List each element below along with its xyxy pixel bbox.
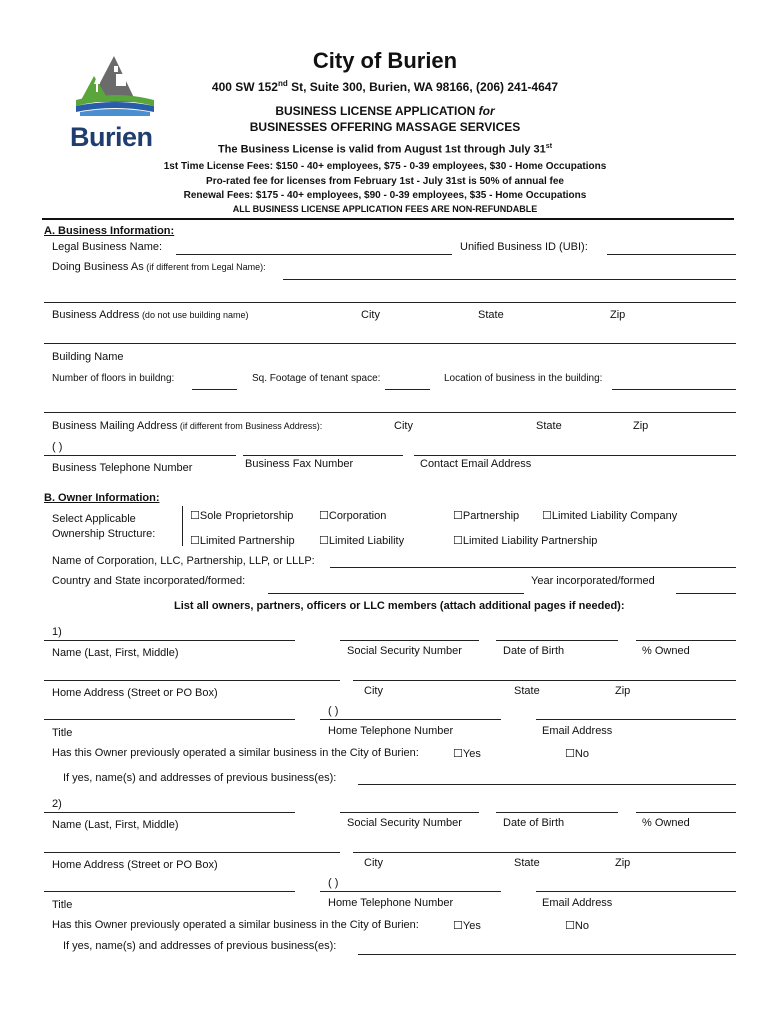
business-state-label: State xyxy=(478,309,504,321)
owner-email-label: Email Address xyxy=(542,897,613,909)
llc-option[interactable]: ☐ Limited Liability Company xyxy=(542,509,677,522)
no-checkbox[interactable] xyxy=(565,920,575,932)
owner-csz-field[interactable] xyxy=(353,852,736,853)
owner-ifyes-field[interactable] xyxy=(358,954,736,955)
mailing-city-label: City xyxy=(394,420,413,432)
owner-title-field[interactable] xyxy=(44,891,295,892)
owner-ssn-label: Social Security Number xyxy=(347,645,462,657)
owner-dob-field[interactable] xyxy=(496,640,618,641)
owner-city-label: City xyxy=(364,685,383,697)
floors-label: Number of floors in buildng: xyxy=(52,373,175,384)
business-zip-label: Zip xyxy=(610,309,626,321)
year-label: Year incorporated/formed xyxy=(531,575,655,587)
legal-name-field[interactable] xyxy=(176,254,452,255)
country-state-field[interactable] xyxy=(268,593,524,594)
owner-area-code: ( ) xyxy=(328,705,339,717)
mailing-address-label: Business Mailing Address (if different from Business Address): xyxy=(52,420,323,432)
fees-prorated: Pro-rated fee for licenses from February 1st - July 31st is 50% of annual fee xyxy=(206,176,564,187)
owner-title-label: Title xyxy=(52,727,73,739)
ownership-bracket xyxy=(182,506,183,546)
owner-ssn-label: Social Security Number xyxy=(347,817,462,829)
owner-number: 2) xyxy=(52,798,62,810)
business-address-field[interactable] xyxy=(44,343,736,344)
header-divider xyxy=(42,218,734,220)
corp-name-label: Name of Corporation, LLC, Partnership, LLP, or LLLP: xyxy=(52,555,315,567)
city-address: 400 SW 152nd St, Suite 300, Burien, WA 98166, (206) 241-4647 xyxy=(211,79,559,94)
owner-yes-option[interactable]: ☐ Yes xyxy=(453,919,481,932)
owner-owned-label: % Owned xyxy=(642,817,690,829)
owner-email-field[interactable] xyxy=(536,891,736,892)
location-field[interactable] xyxy=(612,389,736,390)
select-label-2: Ownership Structure: xyxy=(52,528,156,540)
owner-zip-label: Zip xyxy=(615,857,631,869)
phone-area-code: ( ) xyxy=(52,441,63,453)
phone-field[interactable] xyxy=(44,455,236,456)
owner-zip-label: Zip xyxy=(615,685,631,697)
business-address-label: Business Address (do not use building name) xyxy=(52,309,249,321)
owner-phone-label: Home Telephone Number xyxy=(328,897,454,909)
limited-liability-option[interactable]: ☐ Limited Liability xyxy=(319,534,404,547)
owner-email-field[interactable] xyxy=(536,719,736,720)
owner-dob-field[interactable] xyxy=(496,812,618,813)
owner-ifyes-field[interactable] xyxy=(358,784,736,785)
business-city-label: City xyxy=(361,309,380,321)
owner-no-option[interactable]: ☐ No xyxy=(565,747,589,760)
llc-checkbox[interactable] xyxy=(542,510,552,522)
fax-field[interactable] xyxy=(243,455,403,456)
owner-home-field[interactable] xyxy=(44,680,340,681)
owner-prev-question: Has this Owner previously operated a similar business in the City of Burien: xyxy=(52,919,419,931)
ubi-field[interactable] xyxy=(607,254,736,255)
sqft-label: Sq. Footage of tenant space: xyxy=(252,373,381,384)
owner-ifyes-label: If yes, name(s) and addresses of previous business(es): xyxy=(63,940,337,952)
fees-first-time: 1st Time License Fees: $150 - 40+ employees, $75 - 0-39 employees, $30 - Home Occupations xyxy=(163,161,607,172)
owner-phone-field[interactable] xyxy=(320,719,501,720)
city-title: City of Burien xyxy=(312,48,458,73)
ll-checkbox[interactable] xyxy=(319,535,329,547)
owner-phone-field[interactable] xyxy=(320,891,501,892)
floors-field[interactable] xyxy=(192,389,237,390)
owner-yes-option[interactable]: ☐ Yes xyxy=(453,747,481,760)
select-label-1: Select Applicable xyxy=(52,513,136,525)
building-name-label: Building Name xyxy=(52,351,124,363)
yes-checkbox[interactable] xyxy=(453,748,463,760)
partner-checkbox[interactable] xyxy=(453,510,463,522)
application-title: BUSINESS LICENSE APPLICATION for xyxy=(275,104,495,118)
mailing-zip-label: Zip xyxy=(633,420,649,432)
owner-ifyes-label: If yes, name(s) and addresses of previous business(es): xyxy=(63,772,337,784)
owner-title-field[interactable] xyxy=(44,719,295,720)
year-field[interactable] xyxy=(676,593,736,594)
owner-home-label: Home Address (Street or PO Box) xyxy=(52,859,218,871)
owner-ssn-field[interactable] xyxy=(340,640,479,641)
limited-partnership-option[interactable]: ☐ Limited Partnership xyxy=(190,534,295,547)
partnership-option[interactable]: ☐ Partnership xyxy=(453,509,519,522)
owner-email-label: Email Address xyxy=(542,725,613,737)
owner-name-label: Name (Last, First, Middle) xyxy=(52,647,179,659)
owner-owned-field[interactable] xyxy=(636,640,736,641)
yes-checkbox[interactable] xyxy=(453,920,463,932)
owner-home-label: Home Address (Street or PO Box) xyxy=(52,687,218,699)
owner-state-label: State xyxy=(514,857,540,869)
location-label: Location of business in the building: xyxy=(444,373,603,384)
owner-name-label: Name (Last, First, Middle) xyxy=(52,819,179,831)
owner-number: 1) xyxy=(52,626,62,638)
application-subtitle: BUSINESSES OFFERING MASSAGE SERVICES xyxy=(249,120,521,134)
owner-block xyxy=(0,626,770,796)
llp-option[interactable]: ☐ Limited Liability Partnership xyxy=(453,534,597,547)
building-field[interactable] xyxy=(44,412,736,413)
owner-owned-field[interactable] xyxy=(636,812,736,813)
owner-home-field[interactable] xyxy=(44,852,340,853)
corporation-option[interactable]: ☐ Corporation xyxy=(319,509,386,522)
sqft-field[interactable] xyxy=(385,389,430,390)
owner-block xyxy=(0,798,770,968)
dba-field-2[interactable] xyxy=(44,302,736,303)
email-label: Contact Email Address xyxy=(420,458,532,470)
owner-csz-field[interactable] xyxy=(353,680,736,681)
fees-renewal: Renewal Fees: $175 - 40+ employees, $90 - 0-39 employees, $35 - Home Occupations xyxy=(183,190,587,201)
owner-owned-label: % Owned xyxy=(642,645,690,657)
country-state-label: Country and State incorporated/formed: xyxy=(52,575,246,587)
corp-checkbox[interactable] xyxy=(319,510,329,522)
owner-city-label: City xyxy=(364,857,383,869)
lp-checkbox[interactable] xyxy=(190,535,200,547)
owner-ssn-field[interactable] xyxy=(340,812,479,813)
owner-phone-label: Home Telephone Number xyxy=(328,725,454,737)
section-a-title: A. Business Information: xyxy=(44,225,175,237)
sole-checkbox[interactable] xyxy=(190,510,200,522)
legal-name-label: Legal Business Name: xyxy=(52,241,163,253)
mailing-state-label: State xyxy=(536,420,562,432)
dba-field[interactable] xyxy=(283,279,736,280)
section-b-title: B. Owner Information: xyxy=(44,492,160,504)
owner-area-code: ( ) xyxy=(328,877,339,889)
owner-no-option[interactable]: ☐ No xyxy=(565,919,589,932)
ubi-label: Unified Business ID (UBI): xyxy=(460,241,588,253)
owner-dob-label: Date of Birth xyxy=(503,645,565,657)
owner-state-label: State xyxy=(514,685,540,697)
no-checkbox[interactable] xyxy=(565,748,575,760)
logo-text: Burien xyxy=(70,122,153,152)
owner-name-field[interactable] xyxy=(44,640,295,641)
fees-nonrefundable: ALL BUSINESS LICENSE APPLICATION FEES ARE NON-REFUNDABLE xyxy=(232,204,538,214)
phone-label: Business Telephone Number xyxy=(52,462,193,474)
llp-checkbox[interactable] xyxy=(453,535,463,547)
owner-name-field[interactable] xyxy=(44,812,295,813)
sole-proprietorship-option[interactable]: ☐ Sole Proprietorship xyxy=(190,509,293,522)
dba-label: Doing Business As (if different from Legal Name): xyxy=(52,261,266,273)
email-field[interactable] xyxy=(414,455,736,456)
owner-title-label: Title xyxy=(52,899,73,911)
owner-dob-label: Date of Birth xyxy=(503,817,565,829)
list-all-owners: List all owners, partners, officers or LLC members (attach additional pages if needed): xyxy=(174,600,625,612)
owner-prev-question: Has this Owner previously operated a similar business in the City of Burien: xyxy=(52,747,419,759)
valid-period: The Business License is valid from August 1st through July 31st xyxy=(217,143,553,156)
fax-label: Business Fax Number xyxy=(245,458,354,470)
corp-name-field[interactable] xyxy=(330,567,736,568)
